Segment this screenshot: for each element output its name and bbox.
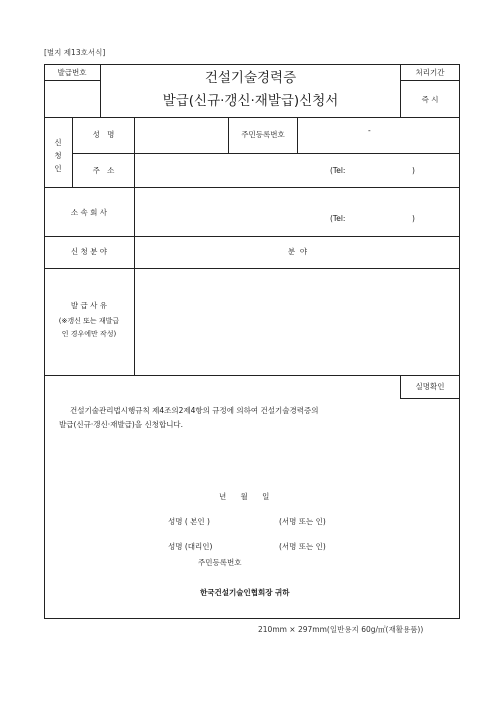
addressee: 한국건설기술인협회장 귀하 — [200, 588, 290, 597]
form-title-line1: 건설기술경력증 — [204, 70, 297, 86]
application-date: 년 월 일 — [219, 492, 270, 501]
company-label: 소 속 회 사 — [70, 208, 108, 217]
declaration-text-line2: 발급(신규·갱신·재발급)을 신청합니다. — [59, 420, 184, 429]
applicant-side-label-3: 인 — [54, 164, 62, 173]
rrn-separator: - — [368, 126, 371, 135]
rrn-label: 주민등록번호 — [241, 130, 285, 139]
declaration-text-line1: 건설기술관리법시행규칙 제4조의2제4항의 규정에 의하여 건설기술경력증의 — [70, 406, 319, 415]
address-label: 주 소 — [92, 166, 115, 175]
company-field[interactable] — [136, 189, 459, 235]
header-divider — [44, 117, 460, 118]
reason-note-line1: (※갱신 또는 재발급 — [58, 317, 120, 325]
signer-self-sign: (서명 또는 인) — [279, 517, 326, 526]
applicant-side-label-1: 신 — [54, 138, 62, 147]
form-number: [별지 제13호서식] — [44, 48, 106, 57]
name-label: 성 명 — [92, 130, 115, 139]
reason-label: 발 급 사 유 — [70, 301, 108, 310]
processing-period-value: 즉 시 — [421, 95, 439, 104]
address-tel-close: ) — [412, 166, 415, 175]
address-field[interactable] — [136, 155, 459, 186]
processing-period-label: 처리기간 — [415, 68, 445, 77]
signer-self-label: 성명 ( 본인 ) — [168, 517, 210, 526]
name-field[interactable] — [136, 119, 227, 152]
reason-field[interactable] — [136, 270, 459, 374]
signer-agent-label: 성명 (대리인) — [168, 542, 213, 551]
field-value-label: 분 야 — [287, 247, 308, 256]
agent-rrn-label: 주민등록번호 — [198, 558, 242, 567]
address-tel-label: (Tel: — [330, 166, 346, 175]
identity-verification-label: 실명확인 — [415, 382, 445, 391]
applicant-side-label-2: 청 — [54, 151, 62, 160]
rrn-field[interactable] — [299, 119, 459, 152]
field-label: 신 청 분 야 — [70, 247, 108, 256]
signer-agent-sign: (서명 또는 인) — [279, 542, 326, 551]
form-title-line2: 발급(신규·갱신·재발급)신청서 — [162, 93, 339, 109]
reason-note-line2: 인 경우에만 작성) — [61, 330, 117, 338]
receipt-no-label: 발급번호 — [57, 68, 87, 77]
company-tel-label: (Tel: — [330, 214, 346, 223]
receipt-no-field[interactable] — [45, 81, 99, 116]
paper-spec-footer: 210mm × 297mm(일반용지 60g/㎡(재활용품)) — [258, 625, 424, 634]
company-tel-close: ) — [412, 214, 415, 223]
